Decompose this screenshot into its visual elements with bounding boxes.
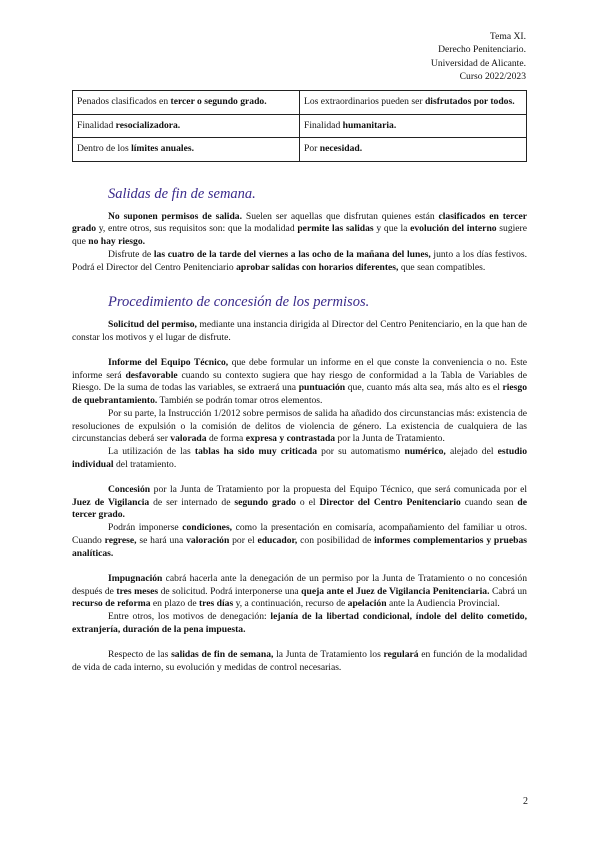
bold-text: evolución del interno: [410, 223, 497, 235]
text-run: en función de la modalidad de vida de cada interno, su evolución y medidas de control necesarias.: [72, 649, 528, 673]
bold-text: condiciones,: [182, 522, 233, 534]
bold-text: Director del Centro Penitenciario: [319, 496, 461, 508]
text-run: Por: [304, 143, 320, 155]
paragraph: [72, 649, 527, 674]
bold-text: regulará: [383, 649, 419, 661]
section-heading: Procedimiento de concesión de los permisos.: [108, 294, 370, 311]
text-run: mediante una instancia dirigida al Director del Centro Penitenciario, en la que han de constar los motivos y el lugar de disfrute.: [72, 318, 527, 343]
bold-text: Concesión: [108, 484, 151, 496]
text-run: por la Junta de Tratamiento por la propuesta del Equipo Técnico, que será comunicada por el: [150, 484, 527, 496]
text-run: cuando su contexto sugiera que hay riesgo de conformidad a la Tabla de Variables de Riesgo. De la suma de todas las variables, se extraerá una: [72, 369, 527, 394]
bold-text: lejanía de la libertad condicional, índole del delito cometido, extranjería, duración de la pena impuesta.: [72, 611, 527, 635]
bold-text: tres meses: [116, 585, 159, 597]
section-heading: Salidas de fin de semana.: [108, 186, 256, 202]
table-cell: [73, 114, 300, 138]
text-run: cabrá hacerla ante la denegación de un permiso por la Junta de Tratamiento o no concesión después de: [72, 572, 527, 597]
table-row: [73, 91, 527, 115]
text-run: Entre otros, los motivos de denegación:: [108, 611, 271, 623]
paragraph: [72, 611, 527, 636]
table-cell: [73, 91, 300, 115]
bold-text: permite las salidas: [297, 223, 374, 235]
document-header: [431, 30, 526, 83]
text-run: cuando sean: [460, 496, 518, 508]
text-run: del tratamiento.: [113, 458, 177, 470]
bold-text: salidas de fin de semana,: [171, 649, 274, 661]
paragraph: [72, 357, 527, 408]
bold-text: tres días: [198, 598, 234, 610]
text-run: que debe formular un informe en el que conste la conveniencia o no. Este informe será: [72, 357, 528, 381]
bold-text: tablas ha sido muy criticada: [194, 445, 318, 457]
paragraph: [72, 484, 527, 522]
text-run: y, a continuación, recurso de: [233, 598, 348, 610]
bold-text: segundo grado: [234, 496, 296, 508]
text-run: junto a los días festivos. Podrá el Director del Centro Penitenciario: [72, 248, 528, 273]
paragraph: [72, 319, 527, 344]
bold-text: Juez de Vigilancia: [72, 496, 150, 508]
text-run: Por su parte, la Instrucción 1/2012 sobre permisos de salida ha añadido dos circunstancias más: existencia de resoluciones de expulsión o la comisión de delitos de violencia de género. La existencia de cualquiera de las circunstancias deberá ser: [72, 407, 527, 445]
header-university: Universidad de Alicante.: [430, 57, 526, 69]
bold-text: aprobar salidas con horarios diferentes,: [236, 261, 399, 273]
bold-text: clasificados en tercer grado: [72, 210, 528, 235]
paragraph: [72, 211, 527, 249]
header-topic: Tema XI.: [489, 31, 526, 42]
text-run: Finalidad: [77, 119, 116, 131]
bold-text: valoración: [186, 534, 230, 546]
text-run: que sean compatibles.: [398, 261, 486, 273]
text-run: Suelen ser aquellas que disfrutan quienes están: [242, 210, 439, 222]
bold-text: Solicitud del permiso,: [108, 318, 197, 330]
bold-text: expresa y contrastada: [245, 433, 336, 445]
text-run: Respecto de las: [108, 649, 172, 661]
bold-text: disfrutados por todos.: [424, 96, 515, 107]
bold-text: regrese,: [104, 534, 137, 546]
bold-text: numérico,: [404, 445, 446, 457]
table-cell: [300, 138, 527, 162]
text-run: como la presentación en comisaría, acompañamiento del familiar u otros. Cuando: [72, 522, 527, 546]
page-number: 2: [523, 796, 528, 807]
bold-text: valorada: [170, 433, 207, 445]
text-run: Podrán imponerse: [108, 522, 183, 534]
text-run: por la Junta de Tratamiento.: [335, 433, 445, 445]
text-run: sugiere que: [72, 223, 528, 248]
text-run: en plazo de: [150, 598, 199, 610]
text-run: Los extraordinarios pueden ser: [304, 96, 425, 107]
bold-text: Impugnación: [108, 572, 163, 584]
bold-text: necesidad.: [319, 143, 363, 155]
text-run: de ser internado de: [149, 496, 235, 508]
text-run: Finalidad: [304, 119, 343, 131]
text-run: También se podrán tomar otros elementos.: [157, 395, 323, 407]
table-cell: [300, 114, 527, 138]
bold-text: Informe del Equipo Técnico,: [108, 357, 229, 369]
bold-text: resocializadora.: [115, 119, 181, 131]
paragraph: [72, 249, 527, 274]
text-run: por el: [229, 534, 258, 546]
table-row: [73, 114, 527, 138]
text-run: o el: [295, 496, 320, 508]
bold-text: queja ante el Juez de Vigilancia Penitenciaria.: [301, 585, 490, 597]
bold-text: de tercer grado.: [72, 496, 527, 521]
comparison-table: [72, 90, 527, 162]
table-row: [73, 138, 527, 162]
bold-text: riesgo de quebrantamiento.: [72, 382, 527, 407]
paragraph: [72, 408, 527, 446]
text-run: y que la: [373, 223, 411, 235]
text-run: la Junta de Tratamiento los: [273, 649, 384, 661]
bold-text: humanitaria.: [342, 119, 397, 131]
document-body: [72, 188, 527, 675]
bold-text: límites anuales.: [131, 143, 194, 155]
bold-text: apelación: [347, 598, 387, 610]
text-run: de forma: [206, 433, 246, 445]
text-run: y, entre otros, sus requisitos son: que la modalidad: [95, 223, 298, 235]
text-run: con posibilidad de: [297, 534, 375, 546]
table-cell: [73, 138, 300, 162]
bold-text: estudio individual: [72, 445, 527, 470]
text-run: por su automatismo: [317, 445, 405, 457]
paragraph: [72, 446, 527, 471]
text-run: Cabrá un: [489, 585, 527, 597]
bold-text: puntuación: [298, 382, 346, 394]
header-subject: Derecho Penitenciario.: [438, 44, 526, 56]
bold-text: recurso de reforma: [72, 598, 151, 610]
header-course: Curso 2022/2023: [459, 70, 526, 82]
table-cell: [300, 91, 527, 115]
paragraph: [72, 522, 527, 560]
bold-text: informes complementarios y pruebas analíticas.: [72, 534, 527, 559]
bold-text: las cuatro de la tarde del viernes a las ocho de la mañana del lunes,: [153, 248, 431, 260]
text-run: La utilización de las: [108, 445, 195, 457]
bold-text: tercer o segundo grado.: [170, 96, 267, 107]
text-run: Penados clasificados en: [77, 96, 171, 107]
bold-text: desfavorable: [125, 369, 178, 381]
bold-text: educador,: [257, 534, 298, 546]
text-run: alejado del: [445, 445, 498, 457]
bold-text: No suponen permisos de salida.: [108, 210, 243, 222]
text-run: se hará una: [136, 534, 187, 546]
text-run: de solicitud. Podrá interponerse una: [158, 585, 302, 597]
text-run: que, cuanto más alta sea, más alto es el: [345, 382, 503, 394]
text-run: Dentro de los: [77, 143, 132, 155]
bold-text: no hay riesgo.: [88, 236, 146, 248]
text-run: Disfrute de: [108, 248, 154, 260]
text-run: ante la Audiencia Provincial.: [386, 598, 500, 610]
paragraph: [72, 573, 527, 611]
